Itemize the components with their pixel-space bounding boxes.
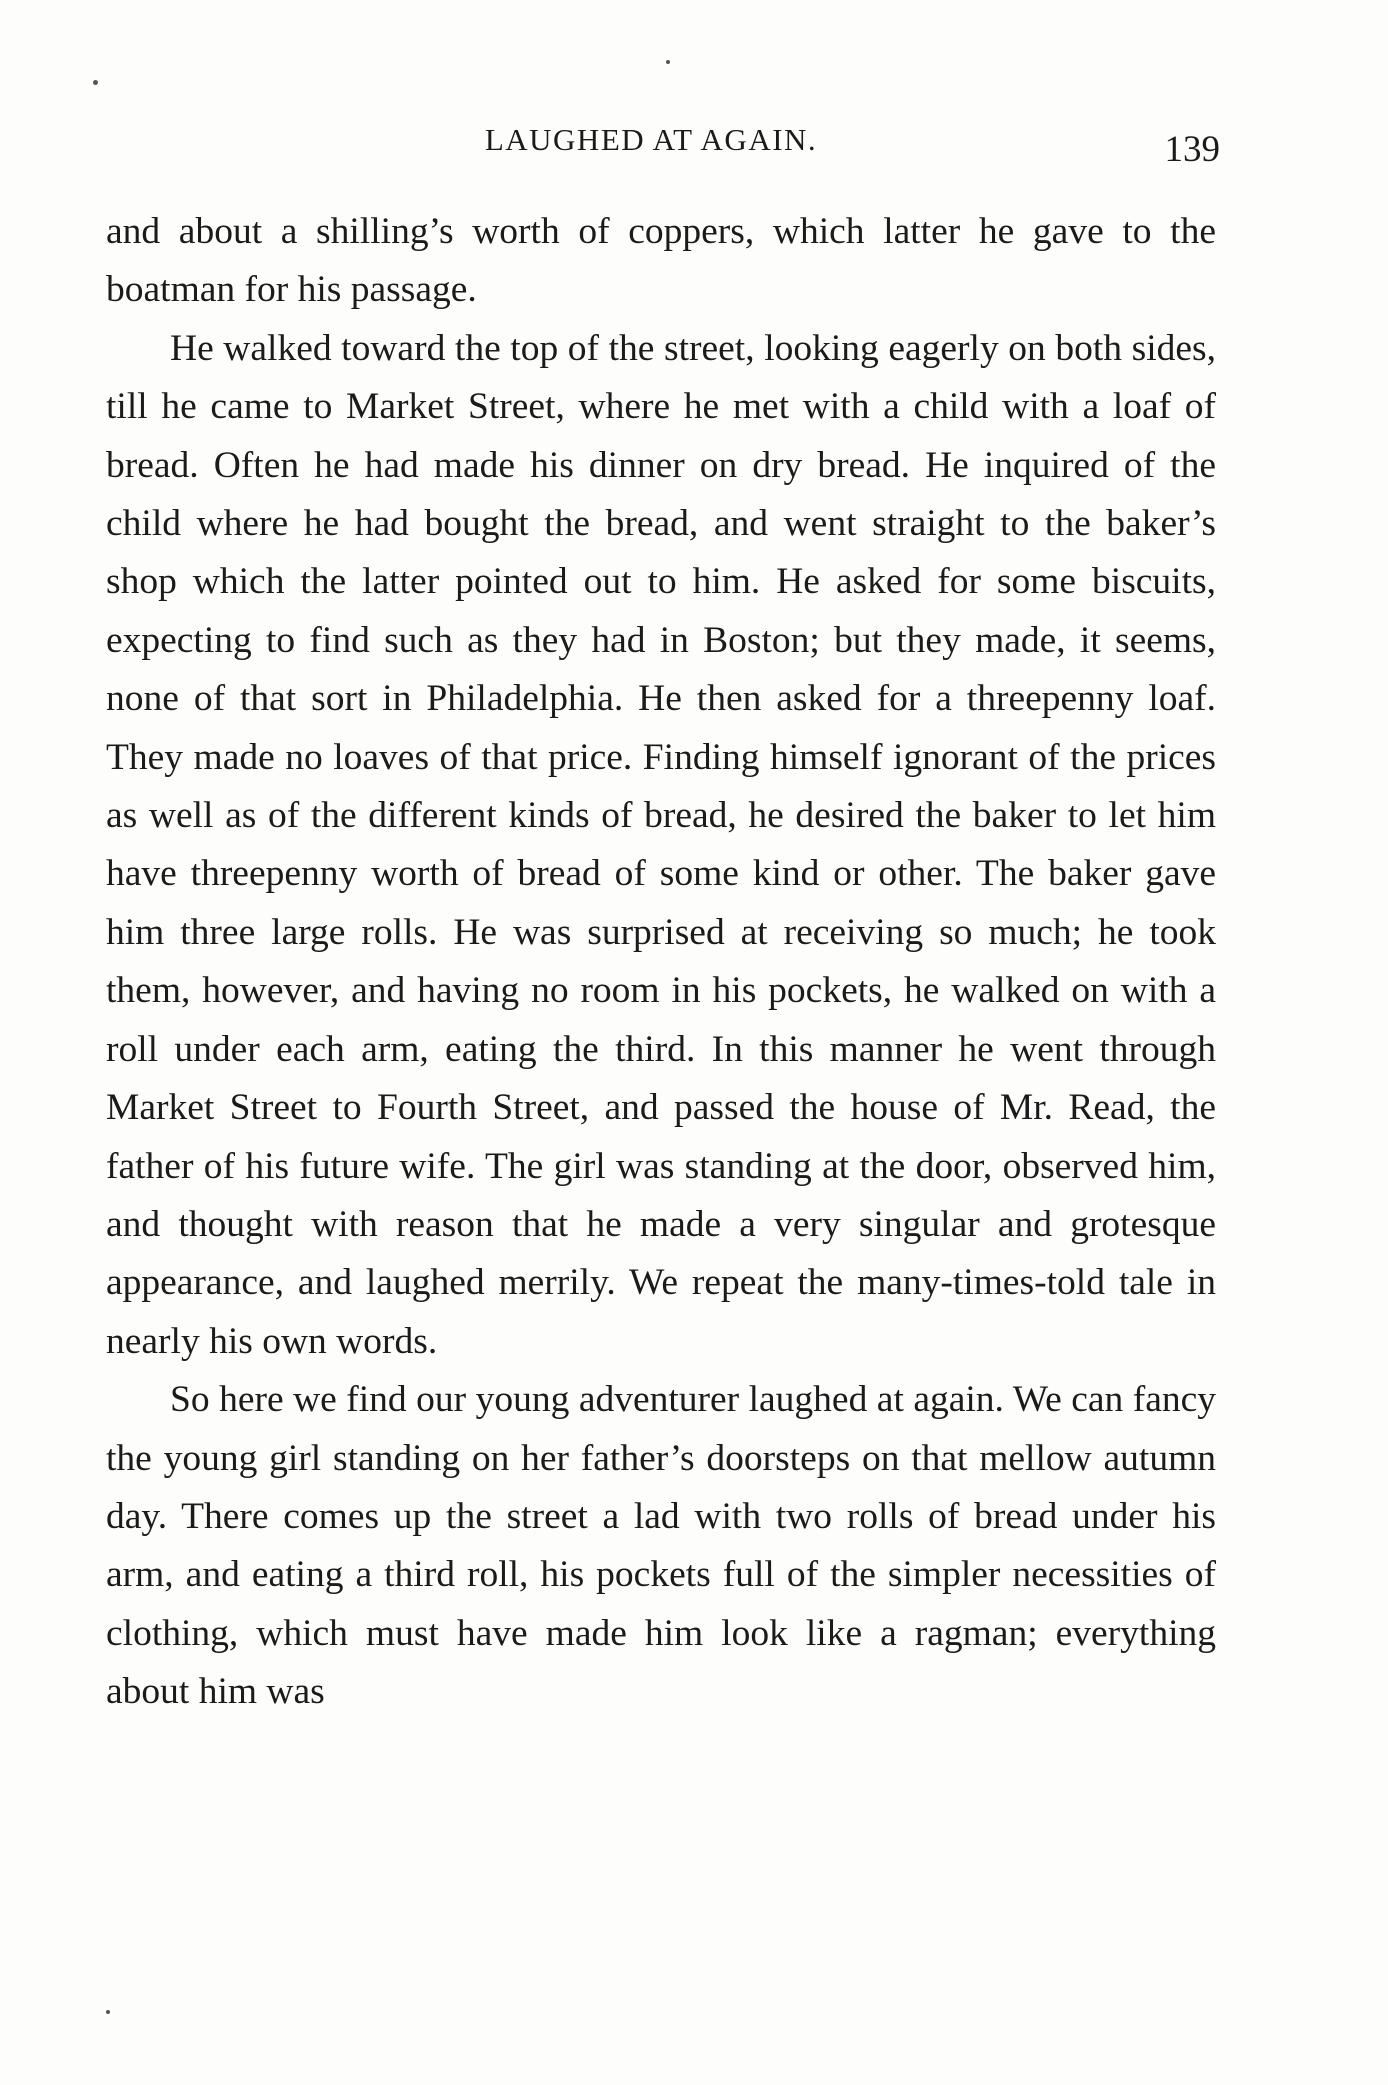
print-speck [666,60,670,64]
body-text [106,203,1216,1722]
running-title: LAUGHED AT AGAIN. [484,122,818,157]
paragraph-bakery: He walked toward the top of the street, looking eagerly on both sides, till he came to Market Street, where he met with a child with a loaf of bread. Often he had made his dinner on dry bread. He inquired of the child where he had bought the bread, and went straight to the baker’s shop which the latter pointed out to him. He asked for some biscuits, expecting to find such as they had in Boston; but they made, it seems, none of that sort in Philadelphia. He then asked for a threepenny loaf. They made no loaves of that price. Finding himself ignorant of the prices as well as of the different kinds of bread, he desired the baker to let him have threepenny worth of bread of some kind or other. The baker gave him three large rolls. He was surprised at receiving so much; he took them, however, and having no room in his pockets, he walked on with a roll under each arm, eating the third. In this manner he went through Market Street to Fourth Street, and passed the house of Mr. Read, the father of his future wife. The girl was standing at the door, observed him, and thought with reason that he made a very singular and grotesque appearance, and laughed merrily. We repeat the many-times-told tale in nearly his own words. [106,327,1216,1362]
paragraph-laughed-again: So here we find our young adventurer laughed at again. We can fancy the young girl standing on her father’s doorsteps on that mellow autumn day. There comes up the street a lad with two rolls of bread under his arm, and eating a third roll, his pockets full of the simpler necessities of clothing, which must have made him look like a ragman; everything about him was [106,1379,1216,1713]
print-speck [93,80,98,85]
running-head [106,120,1220,180]
page-number: 139 [1164,129,1220,170]
paragraph-continued: and about a shilling’s worth of coppers, which latter he gave to the boatman for his passage. [106,211,1216,311]
print-speck [106,2010,110,2014]
